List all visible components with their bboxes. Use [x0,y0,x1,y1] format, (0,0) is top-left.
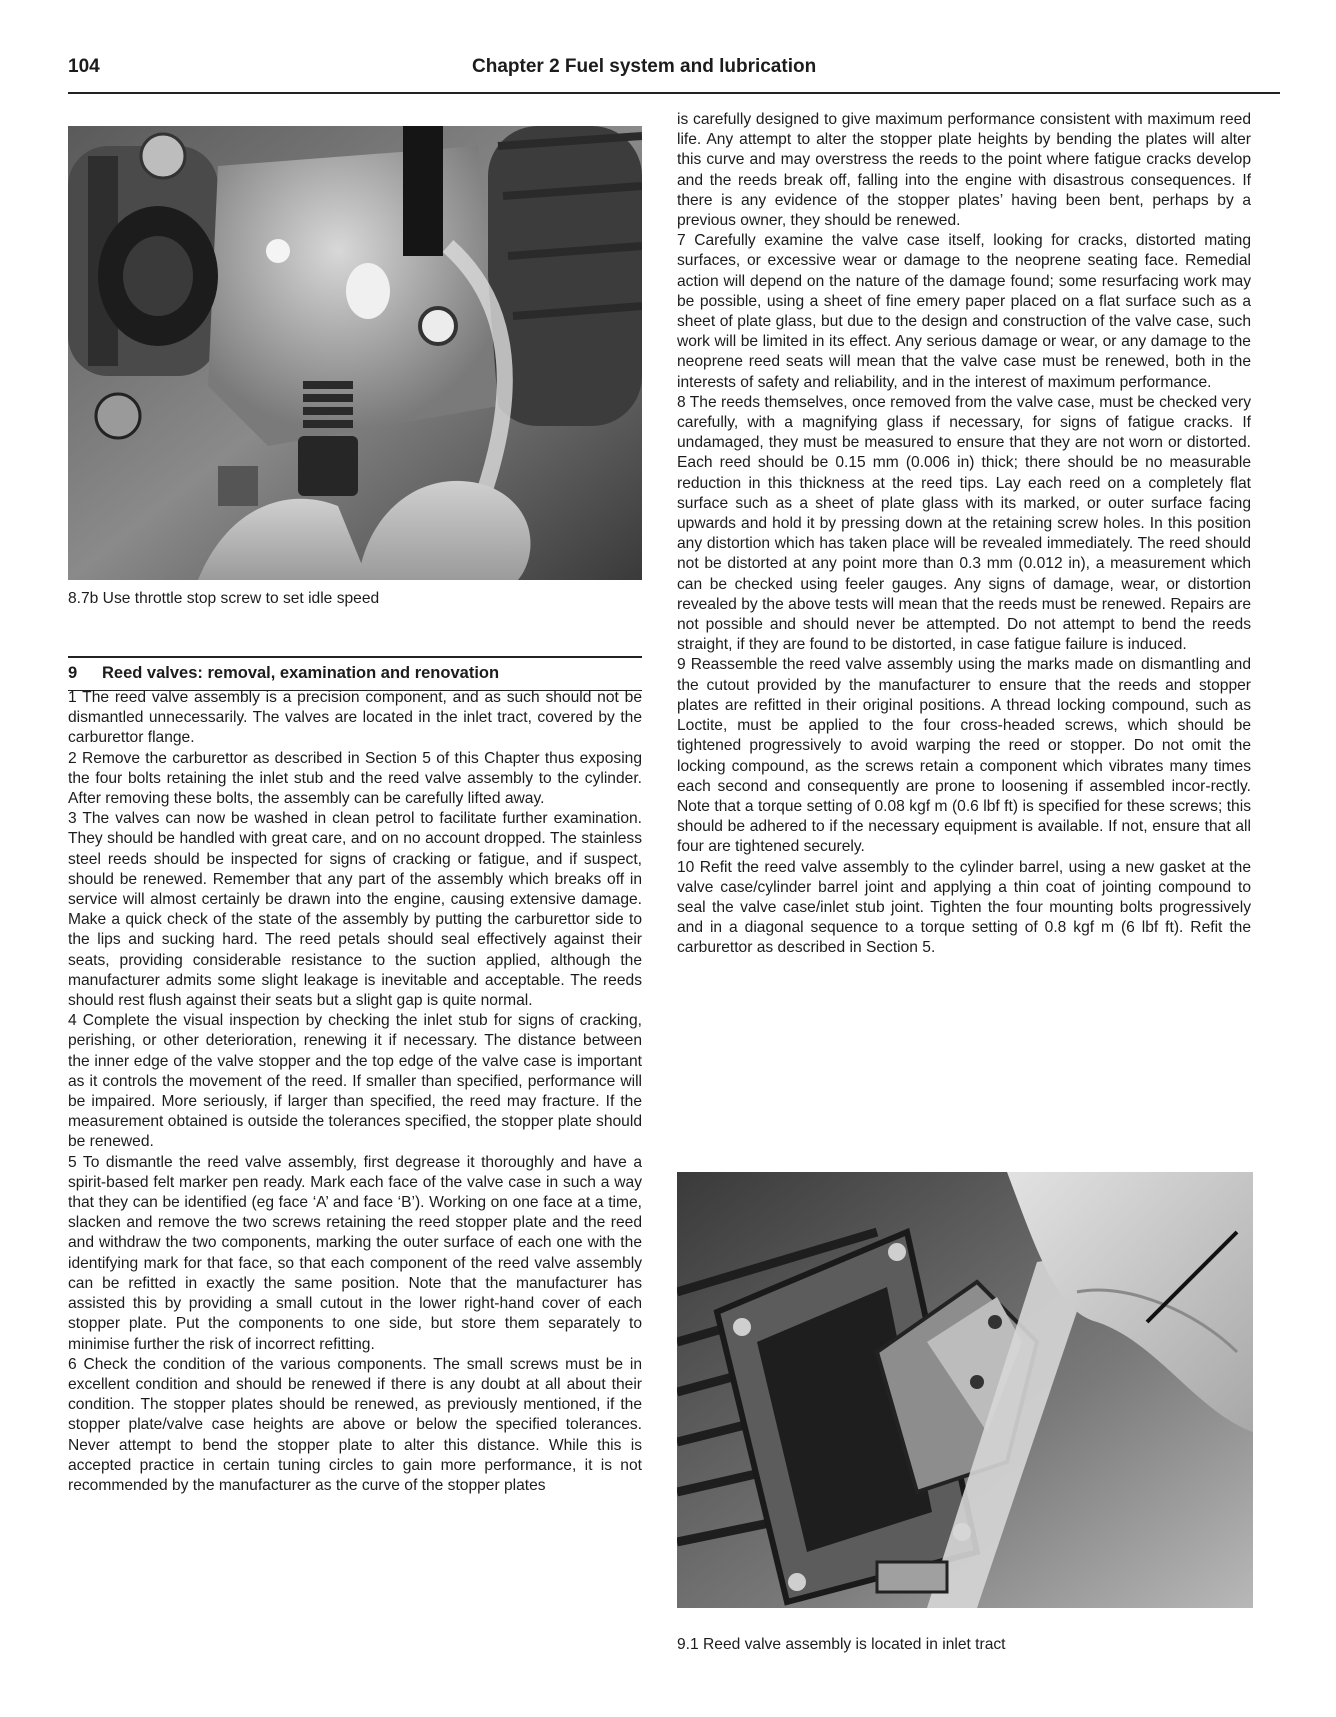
paragraph: is carefully designed to give maximum performance consistent with maximum reed life. Any attempt to alter the stopper plate heights by bending the plates will alter this curve and may overstress the reeds to the point where fatigue cracks develop and the reeds break off, falling into the engine with disastrous consequences. If there is any evidence of the stopper plates’ having been bent, perhaps by a previous owner, they should be renewed. [677,111,1251,230]
page-header [68,52,1280,92]
paragraph: 5 To dismantle the reed valve assembly, first degrease it thoroughly and have a spirit-based felt marker pen ready. Mark each face of the valve case in such a way that they can be identified (eg face ‘A’ and face ‘B’). Working on one face at a time, slacken and remove the two screws retaining the reed stopper plate and the reed and withdraw the two components, marking the outer surface of each one with the identifying mark for that face, so that each component of the reed valve assembly can be refitted in exactly the same position. Note that the manufacturer has assisted this by providing a small cutout in the lower right-hand cover of each stopper plate. Put the components to one side, but store them separately to minimise further the risk of incorrect refitting. [68,1153,642,1353]
paragraph: 9 Reassemble the reed valve assembly using the marks made on dismantling and the cutout provided by the manufacturer to ensure that the reeds and stopper plates are refitted in their original positions. A thread locking compound, such as Loctite, must be applied to the four cross-headed screws, which should be tightened progressively to avoid warping the reed or stopper. Do not omit the locking compound, as the screws retain a component which vibrates many times each second and consequently are prone to loosening if assembled incor-rectly. Note that a torque setting of 0.08 kgf m (0.6 lbf ft) is specified for these screws; this should be adhered to if the necessary equipment is available. If not, ensure that all four are tightened securely. [677,656,1251,856]
header-rule [68,92,1280,94]
section-number: 9 [68,664,78,682]
paragraph: 6 Check the condition of the various components. The small screws must be in excellent condition and should be renewed if there is any doubt at all about their condition. The stopper plates should be renewed, as previously mentioned, if the stopper plate/valve case heights are above or below the specified tolerances. Never attempt to bend the stopper plate to alter this distance. While this is accepted practice in certain tuning circles to gain more performance, it is not recommended by the manufacturer as the curve of the stopper plates [68,1355,642,1494]
chapter-title: Chapter 2 Fuel system and lubrication [472,56,817,77]
right-text-column [677,110,1251,959]
reed-valve-photo [677,1172,1253,1608]
paragraph: 7 Carefully examine the valve case itself, looking for cracks, distorted mating surfaces, or excessive wear or damage to the neoprene seating face. Remedial action will depend on the nature of the damage found; some resurfacing work may be possible, using a sheet of fine emery paper placed on a flat surface such as a sheet of plate glass, but due to the design and construction of the valve case, such work will be limited in its effect. Any serious damage or wear, or any damage to the neoprene reed seats will mean that the valve case must be renewed, both in the interests of safety and reliability, and in the interest of maximum performance. [677,232,1251,391]
section-rule [68,656,642,658]
paragraph: 1 The reed valve assembly is a precision component, and as such should not be dismantled unnecessarily. The valves are located in the inlet tract, covered by the carburettor flange. [68,689,642,747]
figure-caption: 9.1 Reed valve assembly is located in inlet tract [677,1636,1006,1653]
page-number: 104 [68,56,100,77]
paragraph: 4 Complete the visual inspection by checking the inlet stub for signs of cracking, perishing, or other deterioration, renewing it if necessary. The distance between the inner edge of the valve stopper and the top edge of the valve case is important as it controls the movement of the reed. If smaller than specified, performance will be impaired. More seriously, if larger than specified, the reed may fracture. If the measurement obtained is outside the tolerances specified, the stopper plate should be renewed. [68,1012,642,1151]
paragraph: 2 Remove the carburettor as described in Section 5 of this Chapter thus exposing the four bolts retaining the inlet stub and the reed valve assembly to the cylinder. After removing these bolts, the assembly can be carefully lifted away. [68,749,642,808]
section-title: Reed valves: removal, examination and renovation [102,664,500,682]
paragraph: 3 The valves can now be washed in clean petrol to facilitate further examination. They should be handled with great care, and on no account dropped. The stainless steel reeds should be inspected for signs of cracking or fatigue, and if suspect, should be renewed. Remember that any part of the assembly which breaks off in service will almost certainly be drawn into the engine, causing extensive damage. Make a quick check of the state of the assembly by putting the carburettor side to the lips and sucking hard. The reed petals should seal effectively against their seats, providing considerable resistance to the suction applied, although the manufacturer admits some slight leakage is inevitable and acceptable. The reeds should rest flush against their seats but a slight gap is quite normal. [68,810,642,1010]
carburettor-photo [68,126,642,580]
paragraph: 8 The reeds themselves, once removed from the valve case, must be checked very carefully, with a magnifying glass if necessary, for signs of fatigue cracks. If undamaged, they must be measured to ensure that they are not worn or distorted. Each reed should be 0.15 mm (0.006 in) thick; there should be no measurable reduction in this thickness at the reed tips. Lay each reed on a completely flat surface such as a sheet of plate glass with its marked, or outer surface facing upwards and hold it by pressing down at the retaining screw holes. In this position any distortion which has taken place will be revealed immediately. The reed should not be distorted at any point more than 0.3 mm (0.012 in), a measurement which can be checked using feeler gauges. Any signs of damage, wear, or distortion revealed by the above tests will mean that the reeds must be renewed. Repairs are not possible and should never be attempted. Do not attempt to bend the reeds straight, if they are found to be distorted, in case fatigue failure is induced. [677,393,1251,654]
section-heading [68,664,499,683]
left-text-column [68,688,642,1496]
figure-caption: 8.7b Use throttle stop screw to set idle speed [68,590,380,607]
paragraph: 10 Refit the reed valve assembly to the cylinder barrel, using a new gasket at the valve case/cylinder barrel joint and applying a thin coat of jointing compound to seal the valve case/inlet stub joint. Tighten the four mounting bolts progressively and in a diagonal sequence to a torque setting of 0.8 kgf m (6 lbf ft). Refit the carburettor as described in Section 5. [677,858,1251,957]
